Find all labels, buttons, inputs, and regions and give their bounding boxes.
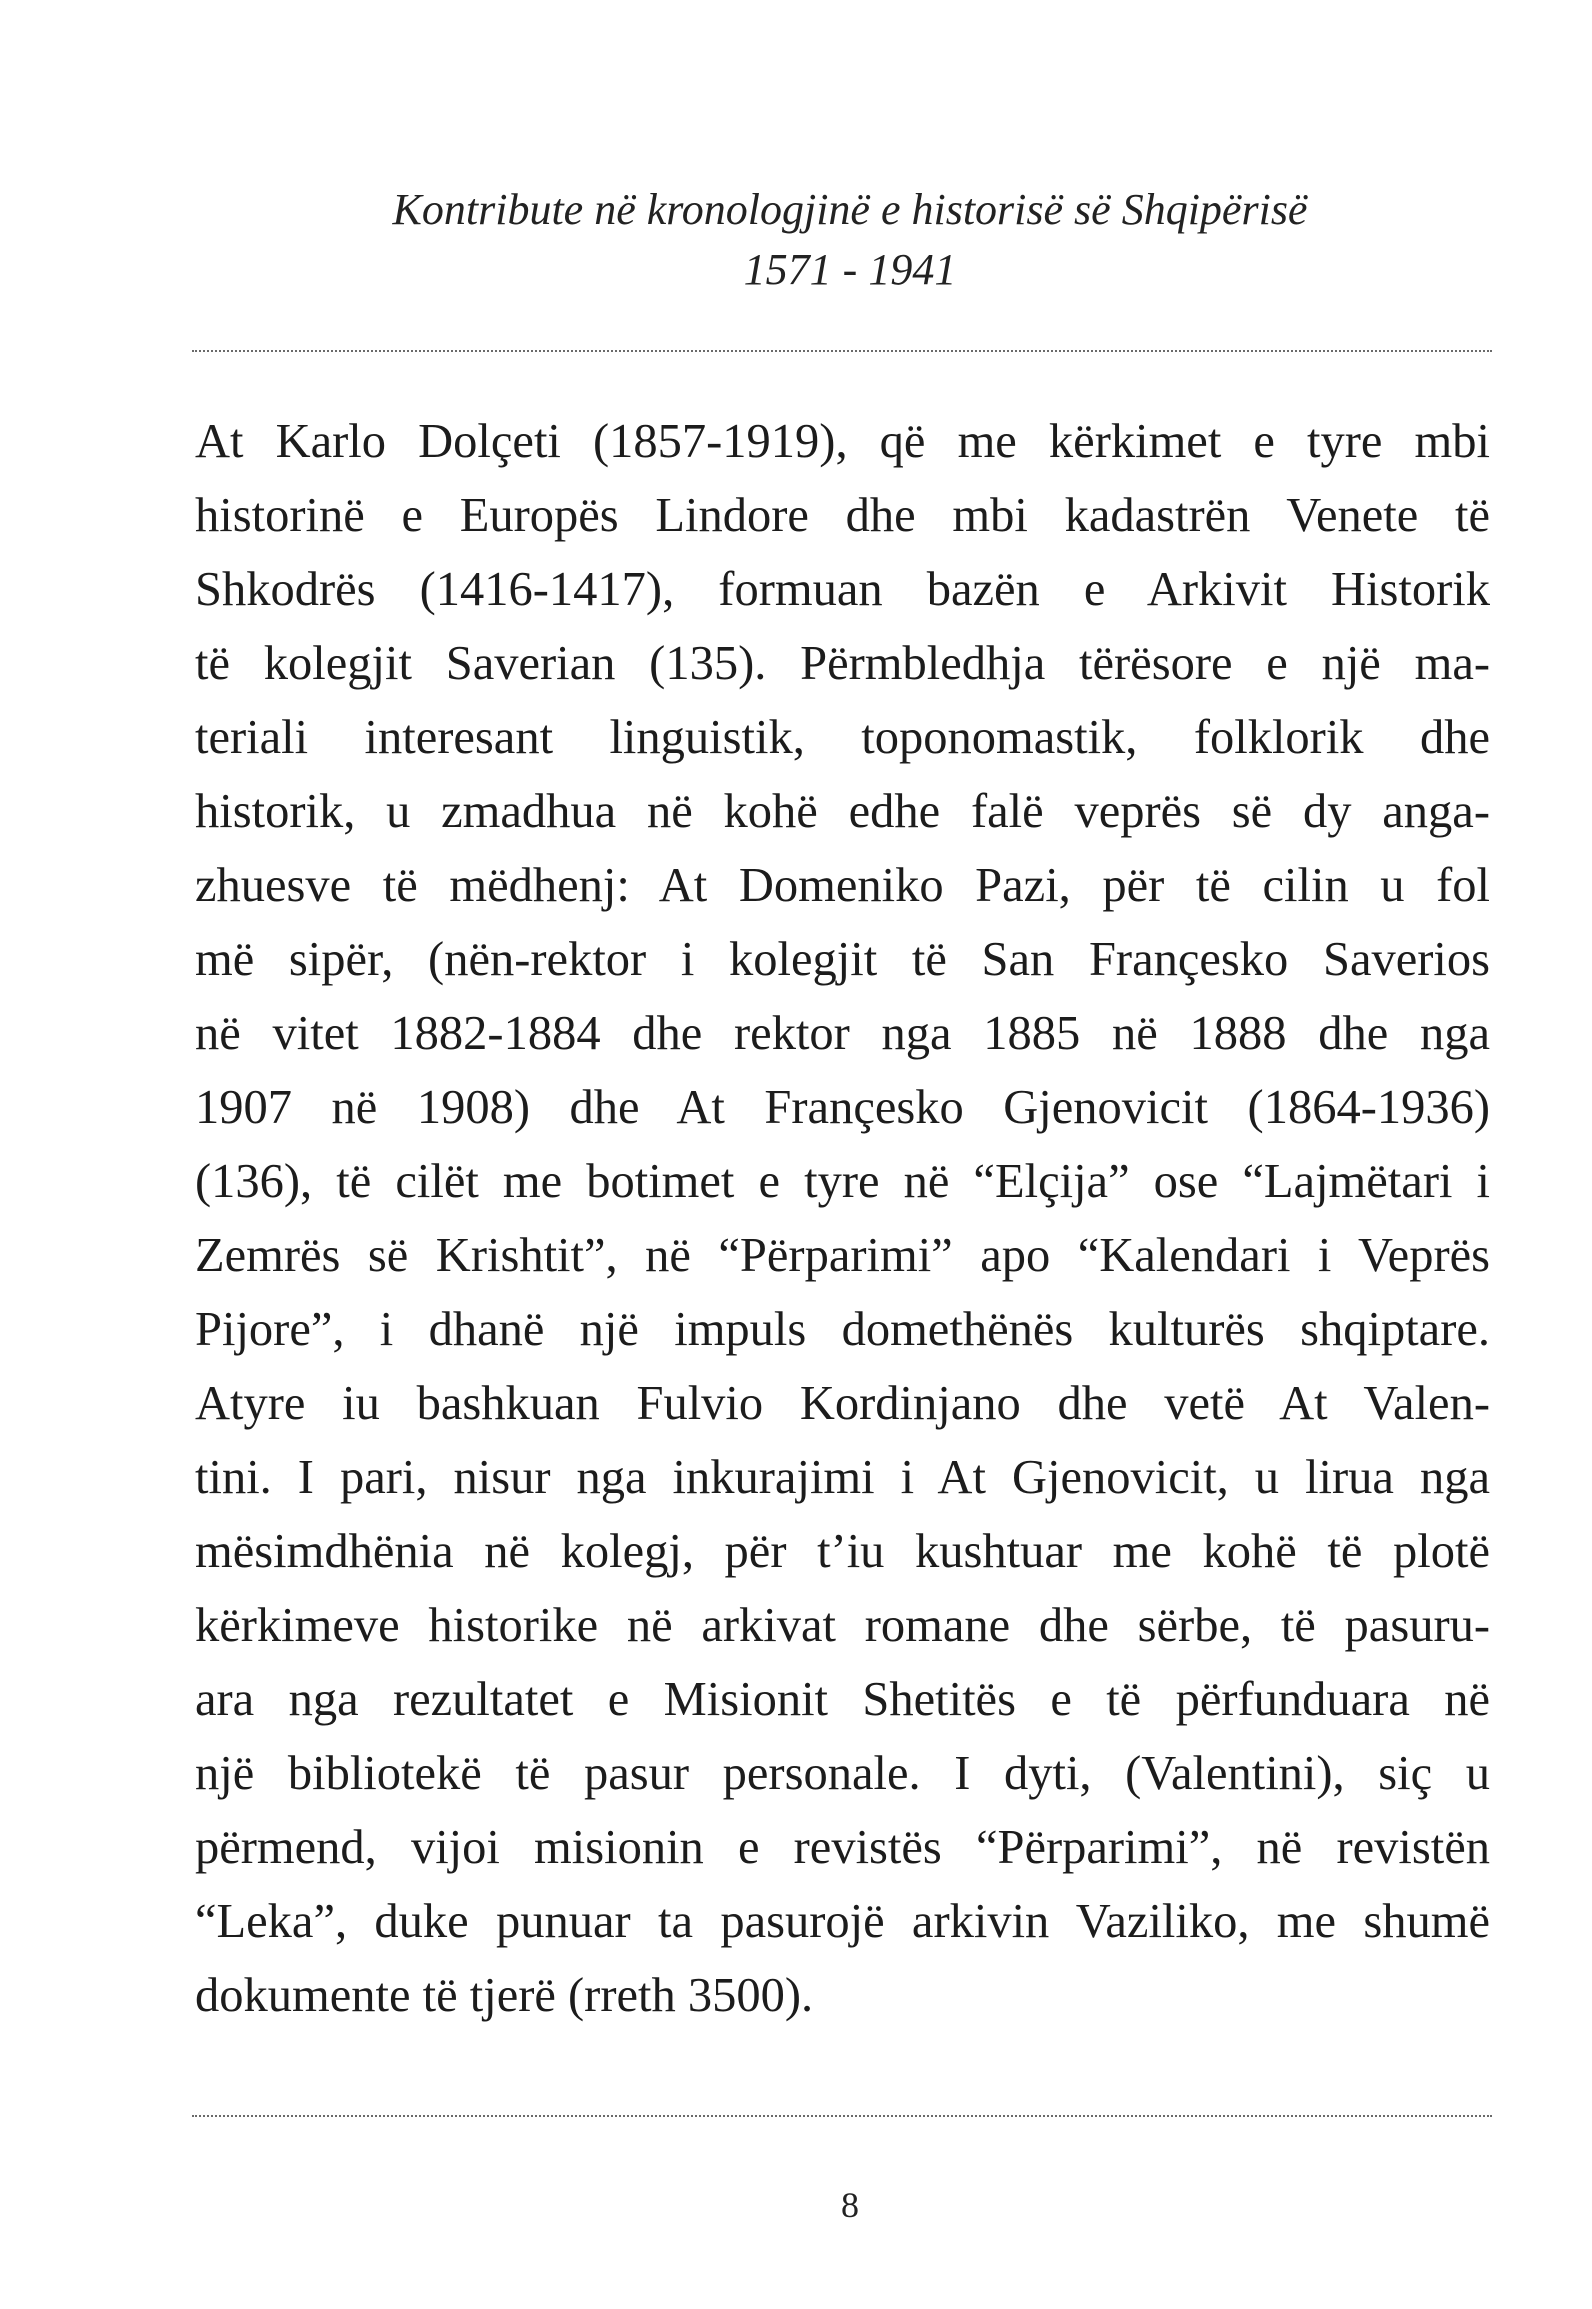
body-line: teriali interesant linguistik, toponomastik, folklorik dhe	[195, 711, 1490, 764]
body-line: përmend, vijoi misionin e revistës “Përparimi”, në revistën	[195, 1821, 1490, 1874]
body-line: tini. I pari, nisur nga inkurajimi i At Gjenovicit, u lirua nga	[195, 1451, 1490, 1504]
body-line: Pijore”, i dhanë një impuls domethënës kulturës shqiptare.	[195, 1303, 1490, 1356]
body-line: kërkimeve historike në arkivat romane dhe sërbe, të pasuru-	[195, 1599, 1490, 1652]
body-line: në vitet 1882-1884 dhe rektor nga 1885 në 1888 dhe nga	[195, 1007, 1490, 1060]
running-header-title: Kontribute në kronologjinë e historisë së Shqipërisë	[392, 185, 1308, 234]
page-number: 8	[841, 2185, 859, 2225]
running-header	[0, 180, 1592, 300]
body-line: më sipër, (nën-rektor i kolegjit të San Françesko Saverios	[195, 933, 1490, 986]
header-divider	[192, 350, 1492, 352]
body-line: historinë e Europës Lindore dhe mbi kadastrën Venete të	[195, 489, 1490, 542]
body-line: ara nga rezultatet e Misionit Shetitës e të përfunduara në	[195, 1673, 1490, 1726]
footer-divider	[192, 2115, 1492, 2117]
body-line: të kolegjit Saverian (135). Përmbledhja tërësore e një ma-	[195, 637, 1490, 690]
body-line: Zemrës së Krishtit”, në “Përparimi” apo “Kalendari i Veprës	[195, 1229, 1490, 1282]
running-header-years: 1571 - 1941	[743, 245, 957, 294]
body-line-last: dokumente të tjerë (rreth 3500).	[195, 1969, 814, 2022]
body-line: zhuesve të mëdhenj: At Domeniko Pazi, për të cilin u fol	[195, 859, 1490, 912]
body-line: historik, u zmadhua në kohë edhe falë veprës së dy anga-	[195, 785, 1490, 838]
body-line: një bibliotekë të pasur personale. I dyti, (Valentini), siç u	[195, 1747, 1490, 1800]
body-line: 1907 në 1908) dhe At Françesko Gjenovicit (1864-1936)	[195, 1081, 1490, 1134]
body-line: mësimdhënia në kolegj, për t’iu kushtuar me kohë të plotë	[195, 1525, 1490, 1578]
body-paragraph	[195, 405, 1490, 2033]
body-line: At Karlo Dolçeti (1857-1919), që me kërkimet e tyre mbi	[195, 415, 1490, 468]
body-line: Atyre iu bashkuan Fulvio Kordinjano dhe vetë At Valen-	[195, 1377, 1490, 1430]
body-line: (136), të cilët me botimet e tyre në “Elçija” ose “Lajmëtari i	[195, 1155, 1490, 1208]
body-line: Shkodrës (1416-1417), formuan bazën e Arkivit Historik	[195, 563, 1490, 616]
body-line: “Leka”, duke punuar ta pasurojë arkivin Vaziliko, me shumë	[195, 1895, 1490, 1948]
